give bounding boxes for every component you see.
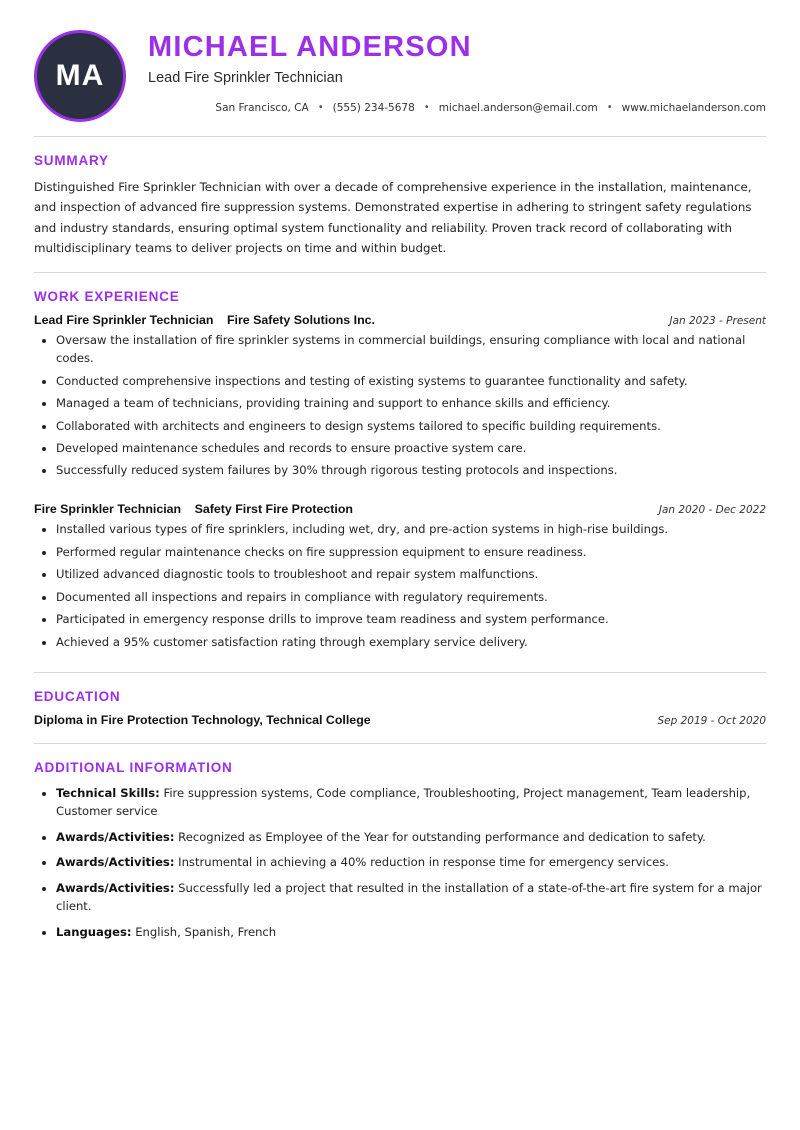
education-date: Sep 2019 - Oct 2020 — [657, 714, 766, 727]
item-label: Languages: — [56, 925, 132, 939]
list-item: • Conducted comprehensive inspections and testing of existing systems to guarantee functionality and safety. — [56, 373, 766, 391]
item-label: Awards/Activities: — [56, 880, 175, 895]
education-degree: Diploma in Fire Protection Technology, Technical College — [34, 712, 371, 727]
list-item — [56, 784, 766, 821]
list-item: • Achieved a 95% customer satisfaction rating through exemplary service delivery. — [56, 634, 766, 652]
section-title-additional-information: ADDITIONAL INFORMATION — [34, 759, 233, 775]
item-text: English, Spanish, French — [135, 925, 277, 939]
experience-item — [34, 494, 766, 665]
experience-item-title — [34, 502, 353, 516]
experience-item — [34, 313, 766, 494]
list-item: • Utilized advanced diagnostic tools to troubleshoot and repair system malfunctions. — [56, 566, 766, 584]
item-text: Recognized as Employee of the Year for outstanding performance and dedication to safety. — [178, 829, 706, 844]
section-education — [34, 673, 766, 743]
experience-role: Lead Fire Sprinkler Technician — [34, 313, 214, 328]
list-item: • Successfully reduced system failures by 30% through rigorous testing protocols and inspections. — [56, 462, 766, 480]
item-text: Instrumental in achieving a 40% reduction in response time for emergency services. — [178, 855, 669, 870]
item-text: Successfully led a project that resulted in the installation of a state-of-the-art fire system for a major client. — [56, 880, 762, 914]
contact-row — [148, 102, 766, 114]
contact-location: San Francisco, CA — [215, 101, 309, 114]
item-label: Awards/Activities: — [56, 829, 175, 844]
resume-header — [34, 26, 766, 136]
experience-item-title — [34, 313, 375, 327]
experience-bullets — [34, 521, 766, 651]
page-title: MICHAEL ANDERSON — [148, 31, 472, 63]
section-title-summary: SUMMARY — [34, 153, 109, 168]
list-item: • Oversaw the installation of fire sprinkler systems in commercial buildings, ensuring compliance with local and national codes. — [56, 332, 766, 368]
contact-separator-icon: • — [606, 102, 613, 114]
contact-separator-icon: • — [317, 102, 324, 114]
item-label: Technical Skills: — [56, 785, 160, 800]
section-title-experience: WORK EXPERIENCE — [34, 289, 180, 305]
spacer — [34, 727, 766, 743]
header-job-title: Lead Fire Sprinkler Technician — [148, 69, 343, 86]
avatar-container — [34, 26, 134, 122]
list-item — [56, 879, 766, 916]
list-item: • Documented all inspections and repairs in compliance with regulatory requirements. — [56, 589, 766, 607]
avatar: MA — [34, 30, 126, 122]
item-label: Awards/Activities: — [56, 855, 175, 870]
list-item — [56, 828, 766, 847]
experience-bullets — [34, 332, 766, 480]
section-summary — [34, 137, 766, 272]
contact-separator-icon: • — [423, 102, 430, 114]
list-item — [56, 853, 766, 872]
additional-information-list — [34, 784, 766, 942]
contact-email[interactable]: michael.anderson@email.com — [438, 101, 598, 114]
section-experience — [34, 273, 766, 672]
experience-company: Fire Safety Solutions Inc. — [226, 313, 375, 328]
list-item: • Performed regular maintenance checks on fire suppression equipment to ensure readiness. — [56, 544, 766, 562]
education-item — [34, 713, 766, 727]
section-title-education: EDUCATION — [34, 688, 121, 704]
list-item: • Developed maintenance schedules and records to ensure proactive system care. — [56, 440, 766, 458]
contact-phone[interactable]: (555) 234-5678 — [332, 101, 415, 114]
experience-role: Fire Sprinkler Technician — [34, 502, 182, 517]
list-item: • Participated in emergency response drills to improve team readiness and system performance. — [56, 611, 766, 629]
experience-company: Safety First Fire Protection — [194, 502, 353, 517]
experience-item-header — [34, 502, 766, 516]
list-item — [56, 923, 766, 942]
summary-text: Distinguished Fire Sprinkler Technician with over a decade of comprehensive experience in the installation, maintenance, and inspection of advanced fire suppression systems. Demonstrated expertise in adhering to stringent safety regulations and industry standards, ensuring optimal system functionality and reliability. Proven track record of collaborating with multidisciplinary teams to deliver projects on time and within budget. — [34, 180, 752, 255]
list-item: • Installed various types of fire sprinklers, including wet, dry, and pre-action systems in high-rise buildings. — [56, 521, 766, 539]
experience-item-header — [34, 313, 766, 327]
experience-date: Jan 2020 - Dec 2022 — [658, 504, 766, 517]
item-text: Fire suppression systems, Code compliance, Troubleshooting, Project management, Team leadership, Customer service — [56, 785, 751, 819]
list-item: • Managed a team of technicians, providing training and support to enhance skills and efficiency. — [56, 395, 766, 413]
section-additional-information — [34, 744, 766, 942]
experience-date: Jan 2023 - Present — [669, 315, 766, 328]
contact-website[interactable]: www.michaelanderson.com — [621, 101, 766, 114]
header-main — [134, 26, 766, 114]
list-item: • Collaborated with architects and engineers to design systems tailored to specific building requirements. — [56, 418, 766, 436]
